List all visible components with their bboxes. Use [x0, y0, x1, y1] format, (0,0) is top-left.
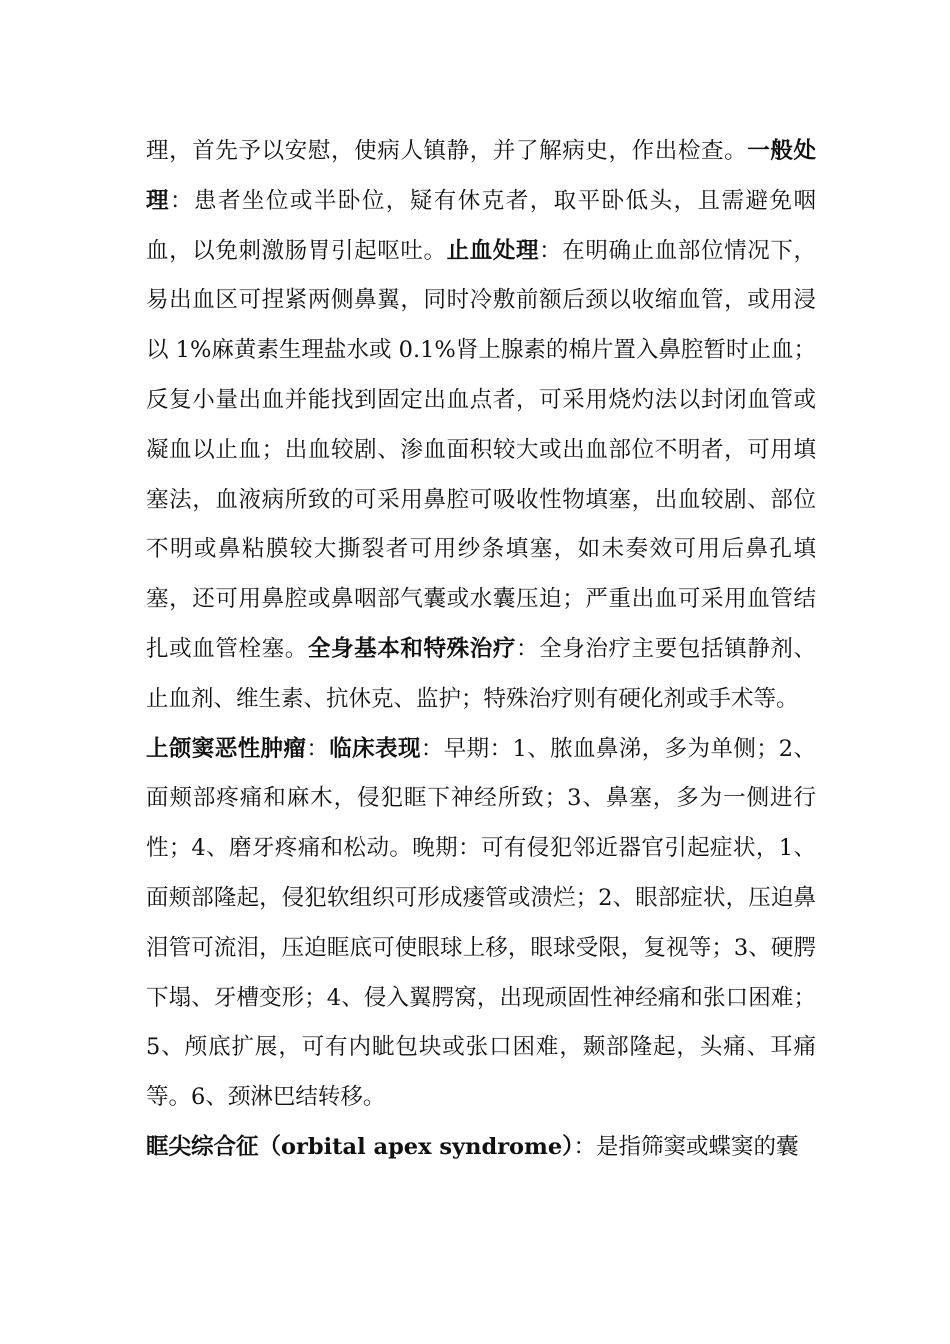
text-segment: ：患者坐位或半卧位，疑有休克者，取平卧低头，且需避免咽血，以免刺激肠胃引起呕吐。 — [146, 187, 816, 264]
paragraph-orbital-apex-syndrome — [146, 1123, 816, 1173]
document-body — [146, 127, 816, 1173]
text-segment: ： — [306, 735, 330, 762]
text-segment: ：全身治疗主要包括镇静剂、止血剂、维生素、抗休克、监护；特殊治疗则有硬化剂或手术等。 — [146, 635, 816, 712]
text-segment: ：早期：1、脓血鼻涕，多为单侧；2、面颊部疼痛和麻木，侵犯眶下神经所致；3、鼻塞，多为一侧进行性；4、磨牙疼痛和松动。晚期：可有侵犯邻近器官引起症状，1、面颊部隆起，侵犯软组织可形成瘘管或溃烂；2、眼部症状，压迫鼻泪管可流泪，压迫眶底可使眼球上移，眼球受限，复视等；3、硬腭下塌、牙槽变形；4、侵入翼腭窝，出现顽固性神经痛和张口困难；5、颅底扩展，可有内眦包块或张口困难，颞部隆起，头痛、耳痛等。6、颈淋巴结转移。 — [146, 735, 816, 1111]
heading-orbital-apex-syndrome: 眶尖综合征（orbital apex syndrome） — [146, 1133, 574, 1160]
paragraph-epistaxis-treatment — [146, 127, 816, 725]
heading-hemostasis: 止血处理 — [446, 237, 540, 264]
heading-systemic-treatment: 全身基本和特殊治疗 — [307, 635, 516, 662]
heading-clinical-manifestation: 临床表现 — [329, 735, 421, 762]
text-segment: ：在明确止血部位情况下，易出血区可捏紧两侧鼻翼，同时冷敷前额后颈以收缩血管，或用浸以 1%麻黄素生理盐水或 0.1%肾上腺素的棉片置入鼻腔暂时止血；反复小量出血并能找到固定出血点者，可采用烧灼法以封闭血管或凝血以止血；出血较剧、渗血面积较大或出血部位不明者，可用填塞法，血液病所致的可采用鼻腔可吸收性物填塞，出血较剧、部位不明或鼻粘膜较大撕裂者可用纱条填塞，如未奏效可用后鼻孔填塞，还可用鼻腔或鼻咽部气囊或水囊压迫；严重出血可采用血管结扎或血管栓塞。 — [146, 237, 816, 662]
text-segment: 理，首先予以安慰，使病人镇静，并了解病史，作出检查。 — [146, 138, 748, 164]
heading-maxillary-sinus-tumor: 上颌窦恶性肿瘤 — [146, 735, 307, 762]
paragraph-maxillary-sinus-tumor — [146, 725, 816, 1123]
heading-general-treatment: 一般处理 — [146, 138, 816, 214]
text-segment: ：是指筛窦或蝶窦的囊 — [573, 1133, 799, 1160]
